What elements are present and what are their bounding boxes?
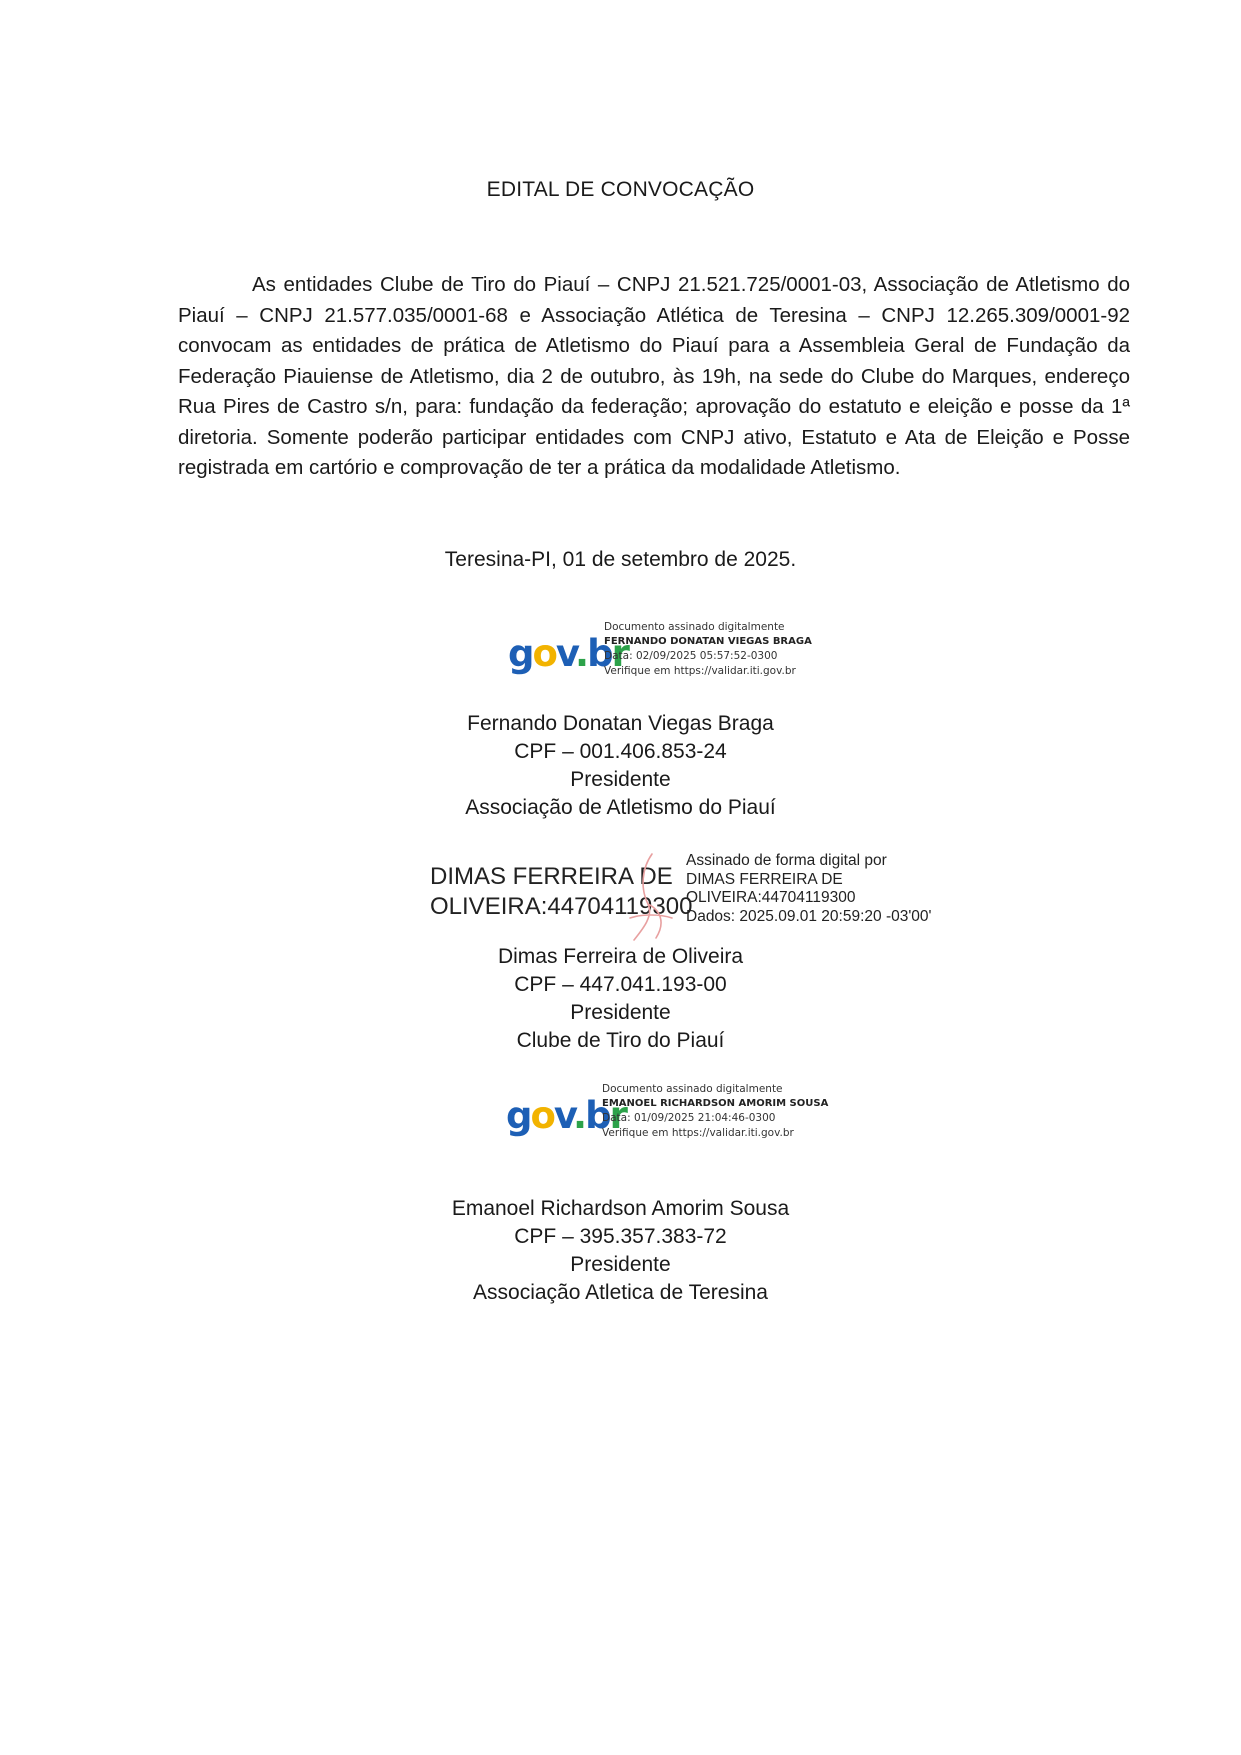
signer-organization: Associação Atletica de Teresina <box>473 1281 768 1304</box>
signer-block-fernando <box>0 710 1241 822</box>
digital-signature-detail-4: Dados: 2025.09.01 20:59:20 -03'00' <box>686 907 932 925</box>
digital-signature-detail-1: Assinado de forma digital por <box>686 852 887 869</box>
stamp-header: Documento assinado digitalmente <box>602 1083 783 1095</box>
digital-signature-details <box>686 852 932 926</box>
signer-cpf: CPF – 447.041.193-00 <box>514 973 727 996</box>
dateline: Teresina-PI, 01 de setembro de 2025. <box>444 548 797 571</box>
govbr-logo: gov.br <box>508 632 628 675</box>
stamp-verify-text: Verifique em https://validar.iti.gov.br <box>602 1126 794 1139</box>
document-title: EDITAL DE CONVOCAÇÃO <box>486 178 755 201</box>
signer-name: Dimas Ferreira de Oliveira <box>497 945 744 968</box>
digital-signature-name-line-1: DIMAS FERREIRA DE <box>430 863 673 890</box>
digital-signature-detail-3: OLIVEIRA:44704119300 <box>686 889 856 906</box>
stamp-signer-name: EMANOEL RICHARDSON AMORIM SOUSA <box>602 1097 829 1109</box>
stamp-date: Data: 02/09/2025 05:57:52-0300 <box>604 650 778 662</box>
stamp-header: Documento assinado digitalmente <box>604 621 785 633</box>
signer-organization: Clube de Tiro do Piauí <box>516 1029 725 1052</box>
signer-block-emanoel <box>0 1195 1241 1307</box>
digital-signature-detail-2: DIMAS FERREIRA DE <box>686 870 843 888</box>
signer-cpf: CPF – 395.357.383-72 <box>514 1225 727 1248</box>
signer-role: Presidente <box>570 1253 671 1276</box>
govbr-stamp-details <box>602 1082 828 1140</box>
signer-cpf: CPF – 001.406.853-24 <box>514 740 727 763</box>
govbr-stamp-emanoel <box>506 1082 829 1148</box>
govbr-logo: gov.br <box>506 1094 626 1137</box>
document-body: As entidades Clube de Tiro do Piauí – CNPJ 21.521.725/0001-03, Associação de Atletismo do Piauí – CNPJ 21.577.035/0001-68 e Associação Atlética de Teresina – CNPJ 12.265.309/0001-92 convocam as entidades de prática de Atletismo do Piauí para a Assembleia Geral de Fundação da Federação Piauiense de Atletismo, dia 2 de outubro, às 19h, na sede do Clube do Marques, endereço Rua Pires de Castro s/n, para: fundação da federação; aprovação do estatuto e eleição e posse da 1ª diretoria. Somente poderão participar entidades com CNPJ ativo, Estatuto e Ata de Eleição e Posse registrada em cartório e comprovação de ter a prática da modalidade Atletismo. <box>178 273 1130 479</box>
digital-signature-dimas <box>430 852 950 942</box>
signer-block-dimas <box>0 943 1241 1055</box>
signer-name: Emanoel Richardson Amorim Sousa <box>451 1197 790 1220</box>
govbr-stamp-details <box>604 620 812 678</box>
stamp-verify-text: Verifique em https://validar.iti.gov.br <box>604 664 796 677</box>
signer-name: Fernando Donatan Viegas Braga <box>467 712 774 735</box>
govbr-stamp-fernando <box>508 620 828 686</box>
digital-signature-name-line-2: OLIVEIRA:44704119300 <box>430 893 693 920</box>
signer-role: Presidente <box>570 768 671 791</box>
stamp-date: Data: 01/09/2025 21:04:46-0300 <box>602 1112 776 1124</box>
signer-organization: Associação de Atletismo do Piauí <box>465 796 776 819</box>
signature-mark-icon <box>620 848 680 948</box>
stamp-signer-name: FERNANDO DONATAN VIEGAS BRAGA <box>604 635 812 647</box>
signer-role: Presidente <box>570 1001 671 1024</box>
